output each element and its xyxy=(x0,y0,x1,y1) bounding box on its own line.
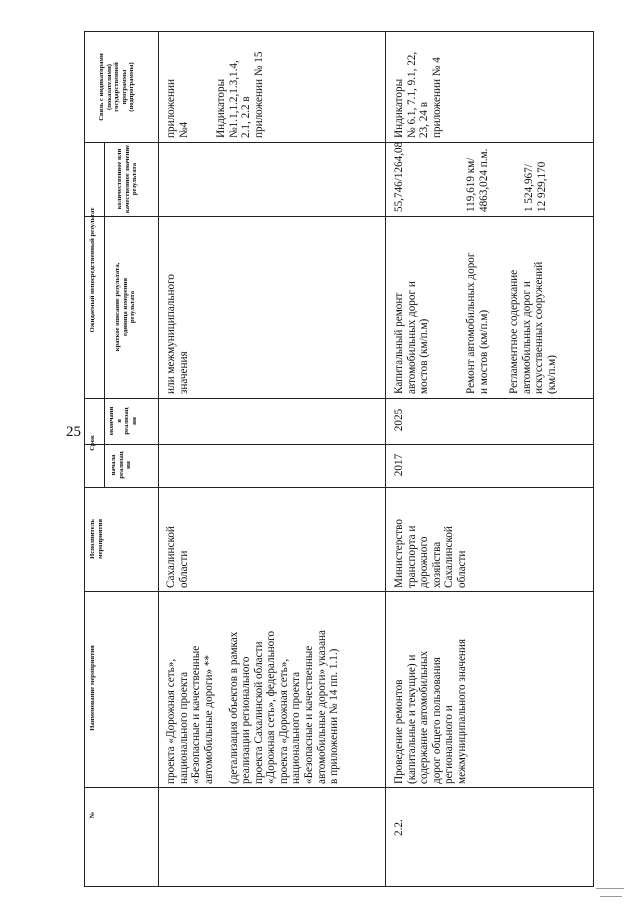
row1-name: проекта «Дорожная сеть», национального проекта «Безопасные и качественные автомобильные дороги» ** (детализация объектов в рамках реализации регионального проекта Сахалинской области «Дорожная сеть», федерального проекта «Дорожная сеть», национального проекта «Безопасные и качественные автомобильные дороги» указана в приложении № 14 пп. 1.1.) xyxy=(165,630,341,784)
header-col-name: Наименование мероприятия xyxy=(89,645,96,731)
row1-indicator-link: приложении №4 Индикаторы №1.1,1.2,1.3,1.4, 2.1, 2.2 в приложении № 15 xyxy=(165,51,265,138)
row2-start-year: 2017 xyxy=(393,453,405,477)
header-col-term: Срок xyxy=(89,435,96,451)
header-col-exec: Исполнитель мероприятия xyxy=(89,519,104,559)
row2-number: 2.2. xyxy=(393,819,405,836)
table-border-left xyxy=(84,31,85,887)
col-divider-desc xyxy=(84,398,593,399)
scan-artifact-line xyxy=(600,896,622,897)
row2-end-year: 2025 xyxy=(393,408,405,432)
page-number: 25 xyxy=(66,424,81,440)
row1-result-desc: или межмуниципального значения xyxy=(165,274,190,394)
header-bottom xyxy=(158,31,159,887)
header-col-end: окончани я реализац ии xyxy=(108,406,138,436)
table-border-right xyxy=(593,31,594,887)
row-divider xyxy=(385,31,386,887)
row2-value-maintenance: 1 524,967/ 12 929,170 xyxy=(523,161,548,212)
row2-value-road-repair: 119,619 км/ 4863,024 п.м. xyxy=(465,148,490,212)
row2-executor: Министерство транспорта и дорожного хозяйства Сахалинской области xyxy=(393,519,468,588)
header-col-link: Связь с индикаторами (показателями) государственной программы (подпрограммы) xyxy=(98,53,136,121)
row1-executor: Сахалинской области xyxy=(165,526,190,588)
header-col-value: количественное или качественное значение результата xyxy=(116,144,139,214)
header-col-no: № xyxy=(89,811,96,819)
row2-result-capital-repair: Капитальный ремонт автомобильных дорог и мостов (км/п.м) xyxy=(393,281,431,394)
header-col-desc: краткое описание результата, единица измерения результата xyxy=(114,262,137,352)
table-border-bottom xyxy=(84,886,593,887)
row2-value-capital-repair: 55,746/1264,08 xyxy=(393,141,405,212)
header-col-start: начала реализац ии xyxy=(110,451,133,479)
col-divider-name xyxy=(84,787,593,788)
header-result-split xyxy=(104,142,105,398)
scan-artifact-line xyxy=(596,888,624,889)
header-term-split xyxy=(104,398,105,487)
header-col-result: Ожидаемый непосредственный результат xyxy=(89,207,96,333)
row2-indicator-link: Индикаторы № 6.1, 7.1, 9.1, 22, 23, 24 в приложении № 4 xyxy=(393,51,443,138)
col-divider-end xyxy=(84,444,593,445)
row2-name: Проведение ремонтов (капитальные и текущие) и содержание автомобильных дорог общего пользования регионального и межмуниципального значения xyxy=(393,638,468,784)
col-divider-start xyxy=(84,487,593,488)
col-divider-link xyxy=(84,142,593,143)
row2-result-maintenance: Регламентное содержание автомобильных дорог и искусственных сооружений (км/п.м) xyxy=(508,261,558,394)
row2-result-road-repair: Ремонт автомобильных дорог и мостов (км/п.м) xyxy=(465,252,490,394)
table-border-top xyxy=(84,31,593,32)
